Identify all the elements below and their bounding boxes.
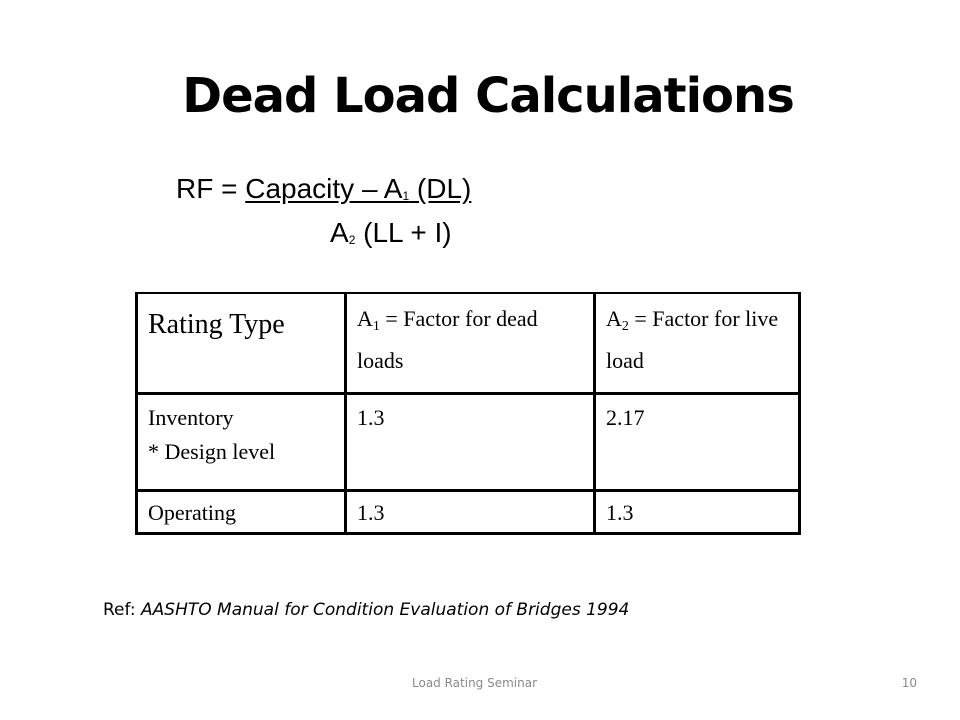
denominator-suffix: (LL + I) bbox=[355, 217, 452, 248]
rating-type-cell bbox=[137, 394, 346, 491]
rating-type-note: * Design level bbox=[148, 439, 276, 464]
rating-factors-table bbox=[135, 292, 801, 535]
header-a1-symbol: A bbox=[357, 306, 373, 331]
rating-type-name: Inventory bbox=[148, 405, 234, 430]
formula-lhs: RF = bbox=[176, 173, 246, 204]
header-a2 bbox=[595, 293, 800, 394]
header-a2-symbol: A bbox=[606, 306, 622, 331]
numerator-suffix: (DL) bbox=[409, 173, 472, 204]
table-row bbox=[137, 394, 800, 491]
numerator-text: Capacity – A bbox=[245, 173, 403, 204]
header-a1-subscript: 1 bbox=[372, 319, 380, 334]
header-rating-type: Rating Type bbox=[137, 293, 346, 394]
denominator-subscript: 2 bbox=[348, 233, 356, 247]
formula-denominator bbox=[330, 216, 452, 257]
page-number: 10 bbox=[901, 676, 917, 690]
denominator-text: A bbox=[330, 217, 349, 248]
header-a1 bbox=[346, 293, 595, 394]
slide-title: Dead Load Calculations bbox=[182, 68, 794, 124]
reference-label: Ref: bbox=[103, 600, 142, 620]
reference-source: AASHTO Manual for Condition Evaluation of Bridges 1994 bbox=[141, 600, 630, 620]
rating-factor-formula bbox=[176, 172, 472, 248]
formula-numerator bbox=[245, 173, 471, 204]
reference-note bbox=[103, 600, 629, 620]
table-header-row bbox=[137, 293, 800, 394]
header-a2-description: = Factor for live load bbox=[606, 306, 779, 373]
a2-value-cell: 2.17 bbox=[595, 394, 800, 491]
a1-value-cell: 1.3 bbox=[346, 394, 595, 491]
formula-numerator-row bbox=[176, 172, 471, 213]
table-row bbox=[137, 491, 800, 534]
a2-value-cell: 1.3 bbox=[595, 491, 800, 534]
header-a2-subscript: 2 bbox=[621, 319, 629, 334]
footer-text: Load Rating Seminar bbox=[412, 676, 538, 690]
rating-type-cell: Operating bbox=[137, 491, 346, 534]
a1-value-cell: 1.3 bbox=[346, 491, 595, 534]
numerator-subscript: 1 bbox=[402, 189, 410, 203]
header-a1-description: = Factor for dead loads bbox=[357, 306, 538, 373]
